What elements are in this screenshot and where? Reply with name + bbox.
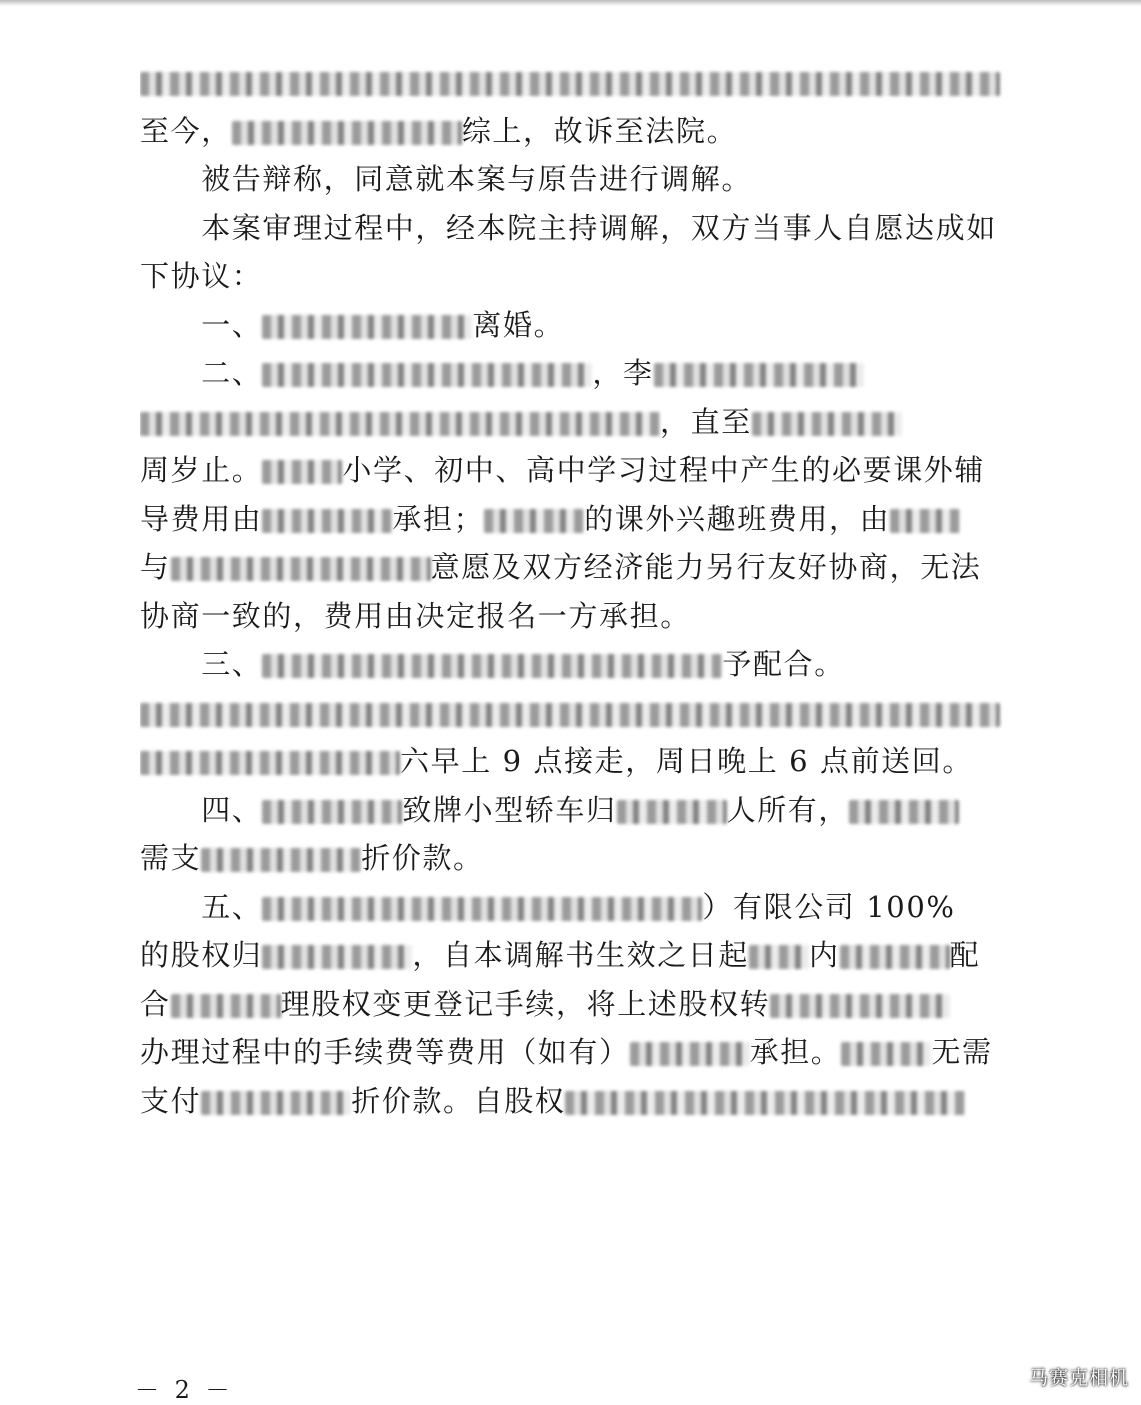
- redacted-mosaic: [140, 751, 400, 775]
- text-segment: 五、: [140, 889, 263, 924]
- text-segment: ）有限公司 100%: [702, 889, 956, 924]
- text-segment: 支付: [140, 1083, 202, 1118]
- redacted-mosaic: [752, 412, 902, 436]
- text-segment: 折价款。: [361, 841, 484, 875]
- redacted-mosaic: [841, 1042, 931, 1066]
- text-segment: 合: [140, 986, 171, 1021]
- text-segment: 被告辩称，同意就本案与原告进行调解。: [140, 162, 753, 196]
- text-line: [140, 1077, 1012, 1126]
- text-segment: ，直至: [660, 404, 752, 439]
- text-segment: 人所有，: [726, 792, 850, 827]
- redacted-mosaic: [840, 945, 950, 969]
- text-line: [140, 931, 1012, 980]
- redacted-mosaic: [262, 460, 342, 484]
- text-segment: 下协议：: [140, 259, 263, 293]
- text-segment: 与: [140, 550, 171, 584]
- text-segment: 承担；: [392, 501, 485, 536]
- redacted-mosaic: [171, 557, 431, 581]
- text-line: [140, 543, 1012, 592]
- redacted-mosaic: [201, 1091, 351, 1115]
- redacted-mosaic: [484, 509, 584, 533]
- text-segment: 二、: [140, 356, 263, 390]
- text-segment: 折价款。自股权: [351, 1083, 566, 1118]
- redacted-mosaic: [262, 654, 722, 678]
- text-segment: 本案审理过程中，经本院主持调解，双方当事人自愿达成如: [140, 210, 997, 245]
- redacted-mosaic: [201, 848, 361, 872]
- redacted-mosaic: [140, 703, 1000, 727]
- redacted-mosaic: [232, 121, 462, 145]
- text-segment: 内: [809, 938, 840, 972]
- redacted-mosaic: [140, 72, 1000, 96]
- text-segment: 至今，: [140, 113, 232, 148]
- text-line: [140, 301, 1012, 350]
- text-line: [140, 252, 1012, 301]
- redacted-mosaic: [262, 363, 592, 387]
- text-segment: 一、: [140, 307, 263, 342]
- redacted-mosaic: [171, 994, 281, 1018]
- text-line: [140, 980, 1012, 1029]
- text-line: [140, 204, 1012, 253]
- redacted-mosaic: [630, 1042, 750, 1066]
- text-line: [140, 107, 1012, 156]
- text-line: [140, 58, 1012, 107]
- redacted-mosaic: [654, 363, 864, 387]
- redacted-mosaic: [890, 509, 960, 533]
- top-shadow: [0, 0, 1141, 6]
- text-line: [140, 689, 1012, 738]
- text-segment: 六早上 9 点接走，周日晚上 6 点前送回。: [400, 744, 973, 778]
- text-segment: 致牌小型轿车归: [402, 792, 617, 827]
- text-segment: 予配合。: [722, 647, 845, 681]
- text-line: [140, 640, 1012, 689]
- text-segment: 小学、初中、高中学习过程中产生的必要课外辅: [342, 453, 986, 487]
- text-segment: 办理过程中的手续费等费用（如有）: [140, 1035, 630, 1069]
- text-segment: 配: [949, 938, 981, 972]
- text-segment: 需支: [140, 841, 202, 875]
- text-line: [140, 1028, 1012, 1077]
- text-segment: 四、: [140, 792, 263, 827]
- text-segment: ，自本调解书生效之日起: [412, 938, 750, 972]
- redacted-mosaic: [849, 800, 959, 824]
- text-line: [140, 398, 1012, 447]
- text-segment: 协商一致的，费用由决定报名一方承担。: [140, 598, 691, 633]
- text-segment: 综上，故诉至法院。: [461, 113, 738, 148]
- redacted-mosaic: [749, 945, 809, 969]
- text-line: [140, 155, 1012, 204]
- text-segment: 理股权变更登记手续，将上述股权转: [280, 986, 771, 1021]
- redacted-mosaic: [565, 1091, 965, 1115]
- text-line: [140, 883, 1012, 932]
- text-segment: 离婚。: [472, 307, 565, 342]
- watermark-text: 马赛克相机: [1028, 1367, 1129, 1389]
- text-line: [140, 786, 1012, 835]
- redacted-mosaic: [262, 315, 472, 339]
- text-segment: 的股权归: [140, 938, 263, 972]
- text-segment: ，李: [592, 356, 654, 390]
- text-line: [140, 495, 1012, 544]
- text-line: [140, 834, 1012, 883]
- text-line: [140, 446, 1012, 495]
- text-line: [140, 349, 1012, 398]
- text-line: [140, 737, 1012, 786]
- document-body: [140, 58, 1012, 1125]
- text-line: [140, 592, 1012, 641]
- redacted-mosaic: [262, 509, 392, 533]
- redacted-mosaic: [770, 994, 950, 1018]
- redacted-mosaic: [262, 897, 702, 921]
- page-number: － 2 －: [135, 1376, 234, 1404]
- text-segment: 承担。: [749, 1035, 842, 1069]
- text-segment: 的课外兴趣班费用，由: [584, 501, 891, 536]
- redacted-mosaic: [262, 800, 402, 824]
- text-segment: 三、: [140, 647, 263, 681]
- text-segment: 意愿及双方经济能力另行友好协商，无法: [430, 550, 982, 584]
- redacted-mosaic: [140, 412, 660, 436]
- redacted-mosaic: [617, 800, 727, 824]
- text-segment: 导费用由: [140, 501, 263, 536]
- redacted-mosaic: [262, 945, 412, 969]
- text-segment: 无需: [931, 1035, 993, 1069]
- text-segment: 周岁止。: [140, 453, 263, 487]
